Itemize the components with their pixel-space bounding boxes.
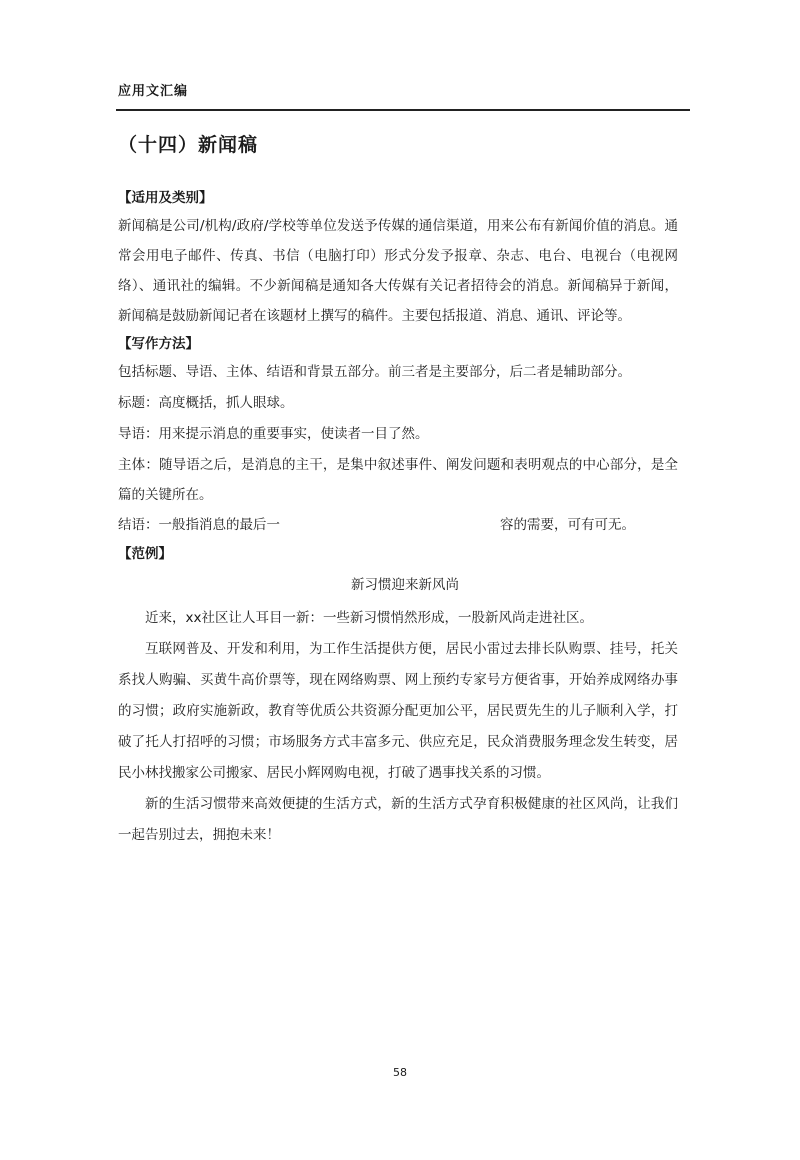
usage-heading: 【适用及类别】	[118, 190, 213, 206]
page-content	[118, 185, 678, 851]
example-heading: 【范例】	[118, 546, 172, 562]
example-paragraph: 互联网普及、开发和利用，为工作生活提供方便，居民小雷过去排长队购票、挂号，托关系找人购骗、买黄牛高价票等，现在网络购票、网上预约专家号方便省事，开始养成网络办事的习惯；政府实施新政，教育等优质公共资源分配更加公平，居民贾先生的儿子顺利入学，打破了托人打招呼的习惯；市场服务方式丰富多元、供应充足，民众消费服务理念发生转变，居民小林找搬家公司搬家、居民小辉网购电视，打破了遇事找关系的习惯。	[118, 641, 678, 781]
section-title: （十四）新闻稿	[118, 134, 259, 156]
method-lead: 导语：用来提示消息的重要事实，使读者一目了然。	[118, 426, 429, 442]
method-ending-right: 容的需要，可有可无。	[500, 517, 635, 533]
running-header: 应用文汇编	[118, 84, 189, 99]
method-ending-left: 结语：一般指消息的最后一	[118, 517, 280, 533]
example-paragraph: 新的生活习惯带来高效便捷的生活方式，新的生活方式孕育积极健康的社区风尚，让我们一起告别过去，拥抱未来！	[118, 796, 678, 843]
example-paragraph: 近来，xx社区让人耳目一新：一些新习惯悄然形成，一股新风尚走进社区。	[145, 610, 593, 626]
example-title: 新习惯迎来新风尚	[351, 577, 459, 593]
method-heading: 【写作方法】	[118, 336, 199, 352]
method-body: 主体：随导语之后，是消息的主干，是集中叙述事件、阐发问题和表明观点的中心部分，是全篇的关键所在。	[118, 457, 678, 503]
method-intro: 包括标题、导语、主体、结语和背景五部分。前三者是主要部分，后二者是辅助部分。	[118, 364, 631, 380]
usage-text: 新闻稿是公司/机构/政府/学校等单位发送予传媒的通信渠道，用来公布有新闻价值的消息。通常会用电子邮件、传真、书信（电脑打印）形式分发予报章、杂志、电台、电视台（电视网络）、通讯社的编辑。不少新闻稿是通知各大传媒有关记者招待会的消息。新闻稿异于新闻，新闻稿是鼓励新闻记者在该题材上撰写的稿件。主要包括报道、消息、通讯、评论等。	[118, 218, 678, 324]
page-number: 58	[393, 1066, 407, 1079]
method-ending	[118, 510, 678, 541]
method-headline: 标题：高度概括，抓人眼球。	[118, 395, 294, 411]
header-divider	[116, 109, 690, 111]
